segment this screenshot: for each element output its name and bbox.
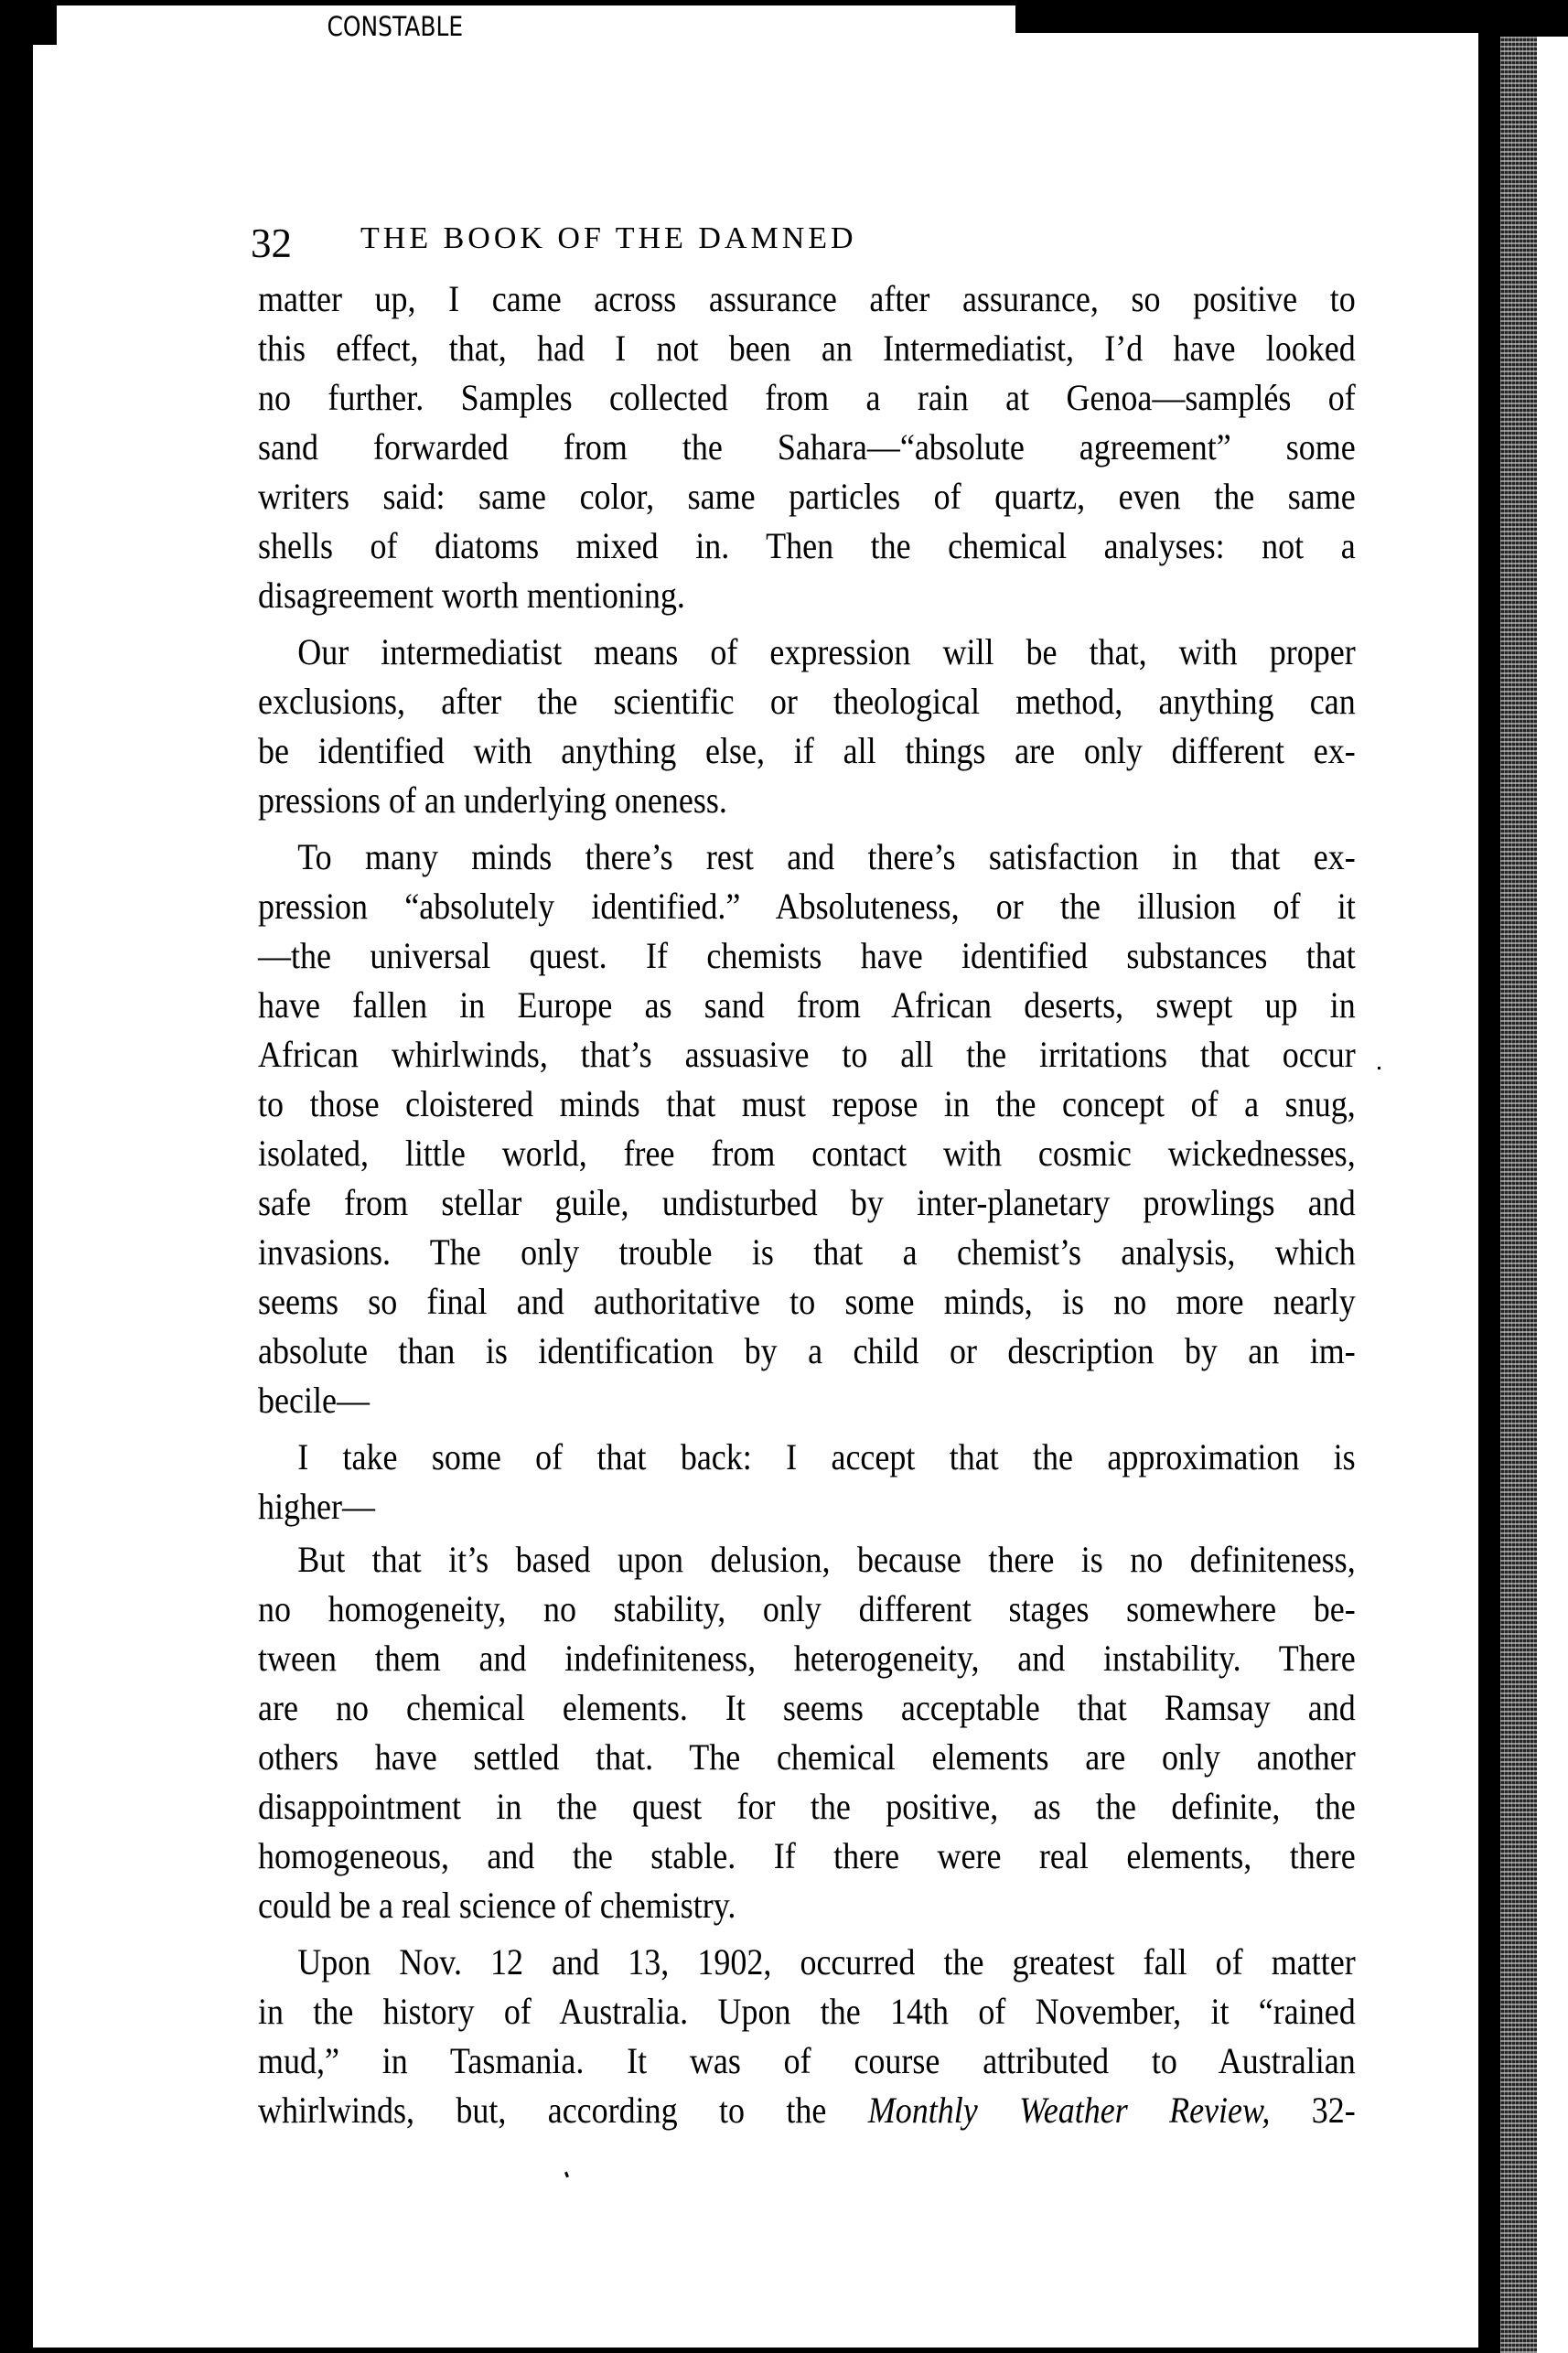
journal-title: Monthly Weather Review, <box>867 2090 1271 2131</box>
text-line: to those cloistered minds that must repose in the concept of a snug, <box>258 1083 1356 1124</box>
text-line: isolated, little world, free from contact with cosmic wickednesses, <box>258 1133 1356 1174</box>
book-title: THE BOOK OF THE DAMNED <box>360 221 857 255</box>
right-margin <box>1537 37 1568 2353</box>
text-line: no homogeneity, no stability, only different stages somewhere be- <box>258 1588 1356 1629</box>
text-line: tween them and indefiniteness, heterogeneity, and instability. There <box>258 1638 1356 1679</box>
text-line: exclusions, after the scientific or theological method, anything can <box>258 681 1356 722</box>
text-line: pressions of an underlying oneness. <box>258 779 727 821</box>
text-segment: whirlwinds, but, according to the <box>258 2090 868 2131</box>
text-line: could be a real science of chemistry. <box>258 1885 736 1926</box>
text-line: higher— <box>258 1486 375 1527</box>
text-line: invasions. The only trouble is that a chemist’s analysis, which <box>258 1231 1356 1273</box>
text-line: safe from stellar guile, undisturbed by inter-planetary prowlings and <box>258 1182 1356 1223</box>
publisher-stamp: CONSTABLE <box>327 11 464 42</box>
text-line: no further. Samples collected from a rain at Genoa—samplés of <box>258 377 1356 418</box>
text-line: But that it’s based upon delusion, because there is no definiteness, <box>297 1539 1356 1580</box>
text-line: disappointment in the quest for the positive, as the definite, the <box>258 1786 1356 1827</box>
text-line: Our intermediatist means of expression will be that, with proper <box>297 631 1356 672</box>
text-line: seems so final and authoritative to some minds, is no more nearly <box>258 1281 1356 1322</box>
text-line: sand forwarded from the Sahara—“absolute agreement” some <box>258 426 1356 467</box>
text-line: To many minds there’s rest and there’s satisfaction in that ex- <box>297 836 1356 877</box>
text-segment: 32- <box>1270 2090 1356 2131</box>
text-line: Upon Nov. 12 and 13, 1902, occurred the greatest fall of matter <box>297 1941 1356 1982</box>
running-head <box>251 220 1367 274</box>
text-line: have fallen in Europe as sand from African deserts, swept up in <box>258 984 1356 1026</box>
text-line: homogeneous, and the stable. If there were real elements, there <box>258 1835 1356 1876</box>
text-line: —the universal quest. If chemists have identified substances that <box>258 935 1356 976</box>
text-line: writers said: same color, same particles of quartz, even the same <box>258 476 1356 517</box>
text-line: matter up, I came across assurance after assurance, so positive to <box>258 278 1356 319</box>
page-number: 32 <box>251 220 292 266</box>
text-line <box>258 2086 1356 2135</box>
text-line: mud,” in Tasmania. It was of course attributed to Australian <box>258 2040 1356 2081</box>
text-line: this effect, that, had I not been an Intermediatist, I’d have looked <box>258 328 1356 369</box>
text-line: I take some of that back: I accept that the approximation is <box>297 1436 1356 1477</box>
text-line: in the history of Australia. Upon the 14th of November, it “rained <box>258 1991 1356 2032</box>
text-line: pression “absolutely identified.” Absoluteness, or the illusion of it <box>258 886 1356 927</box>
left-binding-edge <box>0 0 33 2353</box>
text-line: African whirlwinds, that’s assuasive to all the irritations that occur <box>258 1034 1356 1075</box>
right-page-edge-texture <box>1500 37 1537 2353</box>
scan-speck <box>1378 1067 1380 1069</box>
text-line: disagreement worth mentioning. <box>258 575 685 616</box>
text-line: becile— <box>258 1380 370 1421</box>
text-line: shells of diatoms mixed in. Then the chemical analyses: not a <box>258 525 1356 566</box>
text-line: others have settled that. The chemical elements are only another <box>258 1736 1356 1778</box>
text-line: be identified with anything else, if all things are only different ex- <box>258 730 1356 771</box>
text-line: absolute than is identification by a child or description by an im- <box>258 1330 1356 1371</box>
text-line: are no chemical elements. It seems acceptable that Ramsay and <box>258 1687 1356 1728</box>
